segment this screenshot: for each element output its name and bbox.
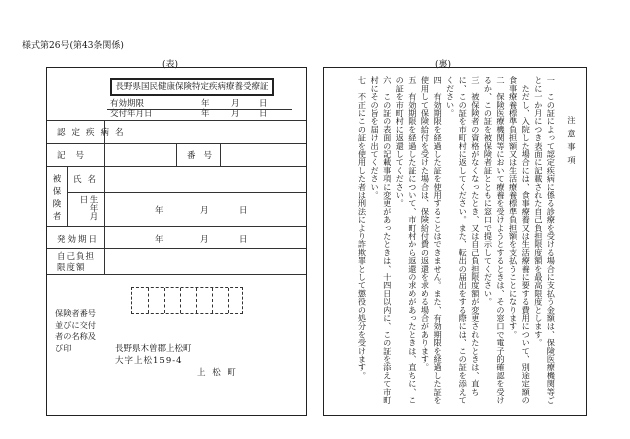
name-label: 氏名: [73, 175, 103, 185]
birth-year: 年: [155, 206, 164, 216]
front-side-label: (表): [162, 60, 179, 70]
digit-divider: [180, 288, 181, 313]
insurer-label: 保険者番号並びに交付者の名称及び印: [55, 308, 96, 353]
number-label: 番号: [187, 151, 221, 161]
insured-label: 被保険者: [51, 174, 61, 224]
col-line: [176, 143, 177, 166]
eff-year: 年: [155, 235, 164, 245]
issue-day: 日: [259, 109, 268, 119]
back-card: [323, 67, 587, 416]
note-item: ただし、入院した場合には、食事療養又は生活療養に要する費用について、別途定額の食事療養標準負担額又は生活療養標準負担額を支払うことになります。: [508, 76, 532, 404]
disease-label: 認定疾病名: [57, 128, 130, 138]
symbol-label: 記号: [57, 151, 95, 161]
form-number: 様式第26号(第43条関係): [22, 41, 124, 51]
birth-month: 月: [200, 206, 209, 216]
insurer-number-box: [131, 287, 243, 314]
validity-label: 有効期限: [110, 99, 145, 109]
validity-year: 年: [201, 99, 210, 109]
row-line: [47, 226, 306, 227]
note-item: 四 有効期限を経過した証を使用することはできません。また、有効期限を経過した証を使用して保険給付を受けた場合は、保険給付費の返還を求める場合があります。: [420, 76, 444, 404]
col-line: [67, 166, 68, 226]
issue-month: 月: [231, 109, 240, 119]
validity-day: 日: [259, 99, 268, 109]
row-line: [67, 192, 306, 193]
note-item: 五 有効期限を経過した証について、市町村から返還の求めがあったときは、直ちに、この証を市町村に返還してください。: [395, 76, 418, 404]
birthdate-label: 生年月日: [78, 195, 98, 221]
digit-divider: [148, 288, 149, 313]
date-divider: [107, 109, 292, 110]
row-line: [47, 248, 306, 249]
insurer-name: 上 松 町: [197, 368, 238, 378]
insurer-address-line2: 大字上松159-4: [115, 356, 183, 366]
validity-month: 月: [231, 99, 240, 109]
birth-day: 日: [239, 206, 248, 216]
row-line: [47, 166, 306, 167]
eff-day: 日: [239, 235, 248, 245]
limit-label: 自己負担限度額: [57, 252, 96, 273]
notes-title: 注意事項: [567, 116, 577, 169]
row-line: [47, 274, 306, 275]
row-line: [47, 120, 306, 121]
digit-divider: [228, 288, 229, 313]
front-card: [46, 67, 307, 416]
note-item: 二 保険医療機関等において療養を受けようとするときは、その窓口で電子的確認を受けるか、この証を被保険者証とともに窓口で提示してください。: [483, 76, 507, 404]
digit-divider: [196, 288, 197, 313]
issue-label: 交付年月日: [110, 109, 153, 119]
digit-divider: [164, 288, 165, 313]
insurer-address-line1: 長野県木曽郡上松町: [115, 344, 192, 354]
col-line: [220, 143, 221, 166]
col-line: [104, 120, 105, 274]
notes-section: [334, 76, 578, 406]
digit-divider: [212, 288, 213, 313]
eff-month: 月: [200, 235, 209, 245]
issue-year: 年: [201, 109, 210, 119]
back-side-label: (裏): [435, 60, 452, 70]
note-item: 三 被保険者の資格がなくなったとき、又は自己負担限度額が変更されたときは、直ちに、この証を市町村に返してください。また、転出の届出をする際には、この証を添えてください。: [445, 76, 481, 404]
effective-date-label: 発効期日: [57, 235, 100, 245]
note-item: 六 この証の表面の記載事項に変更があったときは、十四日以内に、この証を添えて市町村にその旨を届け出てください。: [370, 76, 393, 404]
card-title: 長野県国民健康保険特定疾病療養受療証: [110, 78, 274, 96]
note-item: 一 この証によって認定疾病に係る診療を受ける場合に支払う金額は、保険医療機関等ごとに一か月につき表面に記載された自己負担限度額を最高限度とします。: [533, 76, 557, 404]
note-item: 七 不正にこの証を使用した者は刑法により詐欺罪として懲役の処分を受けます。: [357, 76, 368, 380]
